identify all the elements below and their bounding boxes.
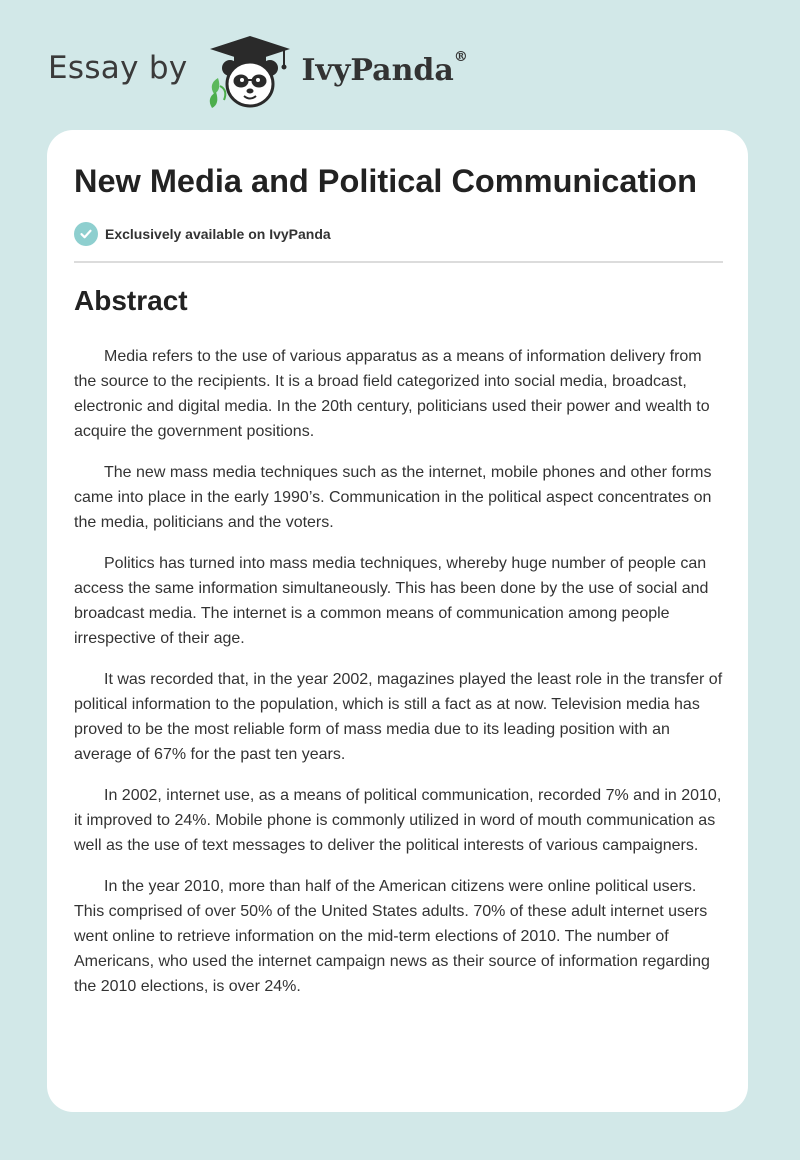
essay-card xyxy=(47,130,748,1112)
paragraph: It was recorded that, in the year 2002, magazines played the least role in the transfer of political information to the population, which is still a fact as at now. Television media has proved to be the most reliable form of mass media due to its leading position with an average of 67% for the past ten years. xyxy=(74,671,723,763)
page-title: New Media and Political Communication xyxy=(74,163,698,199)
essay-by-label: Essay by xyxy=(48,50,188,86)
brand-text: IvyPanda xyxy=(301,52,454,88)
ivypanda-logo-icon[interactable] xyxy=(204,32,296,112)
paragraph: In 2002, internet use, as a means of political communication, recorded 7% and in 2010, it improved to 24%. Mobile phone is commonly utilized in word of mouth communication as well as the use of text messages to deliver the political interests of various campaigners. xyxy=(74,787,722,854)
paragraph: The new mass media techniques such as the internet, mobile phones and other forms came into place in the early 1990’s. Communication in the political aspect concentrates on the media, politicians and the voters. xyxy=(74,464,712,531)
paragraph: In the year 2010, more than half of the American citizens were online political users. This comprised of over 50% of the United States adults. 70% of these adult internet users went online to retrieve information on the mid-term elections of 2010. The number of Americans, who used the internet campaign news as their source of information regarding the 2010 elections, is over 24%. xyxy=(74,878,710,995)
article-body xyxy=(74,344,726,1015)
brand-name[interactable] xyxy=(301,48,468,88)
exclusive-badge xyxy=(74,222,331,246)
registered-mark: ® xyxy=(453,48,468,65)
paragraph: Politics has turned into mass media techniques, whereby huge number of people can access the same information simultaneously. This has been done by the use of social and broadcast media. The internet is a common means of communication among people irrespective of their age. xyxy=(74,555,709,647)
site-header xyxy=(48,30,548,114)
check-circle-icon xyxy=(74,222,98,246)
divider xyxy=(74,261,723,263)
paragraph: Media refers to the use of various apparatus as a means of information delivery from the source to the recipients. It is a broad field categorized into social media, broadcast, electronic and digital media. In the 20th century, politicians used their power and wealth to acquire the government positions. xyxy=(74,348,710,440)
exclusive-badge-label: Exclusively available on IvyPanda xyxy=(105,226,331,242)
section-heading-abstract: Abstract xyxy=(74,285,188,316)
